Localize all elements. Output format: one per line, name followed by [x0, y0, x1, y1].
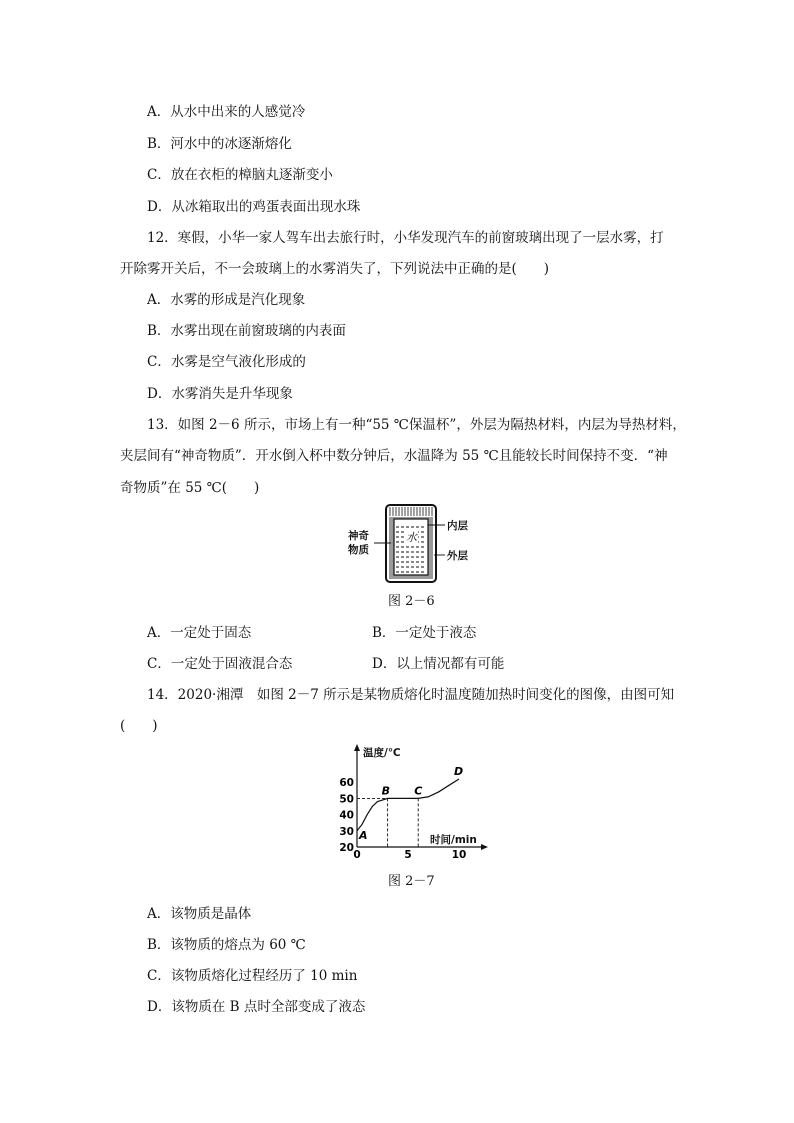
cup-label-magic-1: 神奇	[348, 530, 369, 542]
q12-option-c: C．水雾是空气液化形成的	[147, 354, 306, 370]
chart-point-label-c: C	[414, 784, 423, 798]
q13-option-c: C．一定处于固液混合态	[147, 656, 293, 672]
q13-stem-line3: 奇物质”在 55 ℃( )	[120, 480, 260, 496]
cup-label-outer: 外层	[447, 550, 468, 562]
q12-option-d: D．水雾消失是升华现象	[147, 386, 293, 402]
chart-x-tick-label: 0	[353, 849, 361, 860]
q13-option-d: D．以上情况都有可能	[372, 656, 505, 672]
q13-stem-line2: 夹层间有“神奇物质”．开水倒入杯中数分钟后，水温降为 55 ℃且能较长时间保持不变．“神	[120, 448, 668, 464]
chart-point-label-a: A	[359, 828, 368, 842]
chart-x-tick-label: 5	[404, 849, 412, 860]
q11-option-c: C．放在衣柜的樟脑丸逐渐变小	[147, 167, 333, 183]
cup-figure	[348, 503, 478, 585]
q13-option-a: A．一定处于固态	[147, 625, 252, 641]
q13-stem-line1: 13．如图 2－6 所示，市场上有一种“55 ℃保温杯”，外层为隔热材料，内层为导热材料，	[147, 417, 686, 433]
q14-stem-line1: 14．2020·湘潭 如图 2－7 所示是某物质熔化时温度随加热时间变化的图像，由图可知	[147, 687, 675, 703]
figure-2-6-caption: 图 2－6	[388, 594, 435, 609]
q13-option-b: B．一定处于液态	[372, 625, 477, 641]
q11-option-a: A．从水中出来的人感觉冷	[147, 104, 306, 120]
chart-series-line	[357, 779, 459, 831]
q12-option-b: B．水雾出现在前窗玻璃的内表面	[147, 323, 346, 339]
cup-lid	[390, 507, 432, 516]
chart-y-tick-label: 30	[339, 825, 354, 838]
chart-y-arrow	[354, 744, 360, 751]
q12-option-a: A．水雾的形成是汽化现象	[147, 292, 306, 308]
q14-option-a: A．该物质是晶体	[147, 906, 252, 922]
cup-label-inner: 内层	[447, 520, 468, 532]
q12-stem-line2: 开除雾开关后，不一会玻璃上的水雾消失了，下列说法中正确的是( )	[120, 261, 550, 277]
chart-point-label-d: D	[454, 764, 464, 778]
q11-option-d: D．从冰箱取出的鸡蛋表面出现水珠	[147, 199, 361, 215]
chart-x-arrow	[481, 844, 488, 850]
chart-y-tick-label: 50	[339, 793, 354, 806]
q14-option-b: B．该物质的熔点为 60 ℃	[147, 937, 306, 953]
q12-stem-line1: 12．寒假，小华一家人驾车出去旅行时，小华发现汽车的前窗玻璃出现了一层水雾，打	[147, 230, 664, 246]
q14-stem-line2: ( )	[120, 718, 158, 734]
q14-option-c: C．该物质熔化过程经历了 10 min	[147, 968, 358, 984]
q14-option-d: D．该物质在 B 点时全部变成了液态	[147, 999, 366, 1015]
chart-y-tick-label: 60	[339, 777, 354, 790]
chart-y-tick-label: 40	[339, 809, 354, 822]
q11-option-b: B．河水中的冰逐渐熔化	[147, 136, 292, 152]
cup-label-water: 水	[406, 531, 417, 544]
chart-point-label-b: B	[381, 784, 390, 798]
cup-label-magic-2: 物质	[348, 544, 369, 556]
chart-ylabel: 温度/℃	[363, 747, 401, 759]
chart-xlabel: 时间/min	[430, 834, 477, 846]
figure-2-7-caption: 图 2－7	[388, 874, 435, 889]
chart-y-tick-label: 20	[339, 842, 354, 854]
melting-chart	[330, 742, 490, 860]
chart-x-tick-label: 10	[451, 849, 467, 860]
